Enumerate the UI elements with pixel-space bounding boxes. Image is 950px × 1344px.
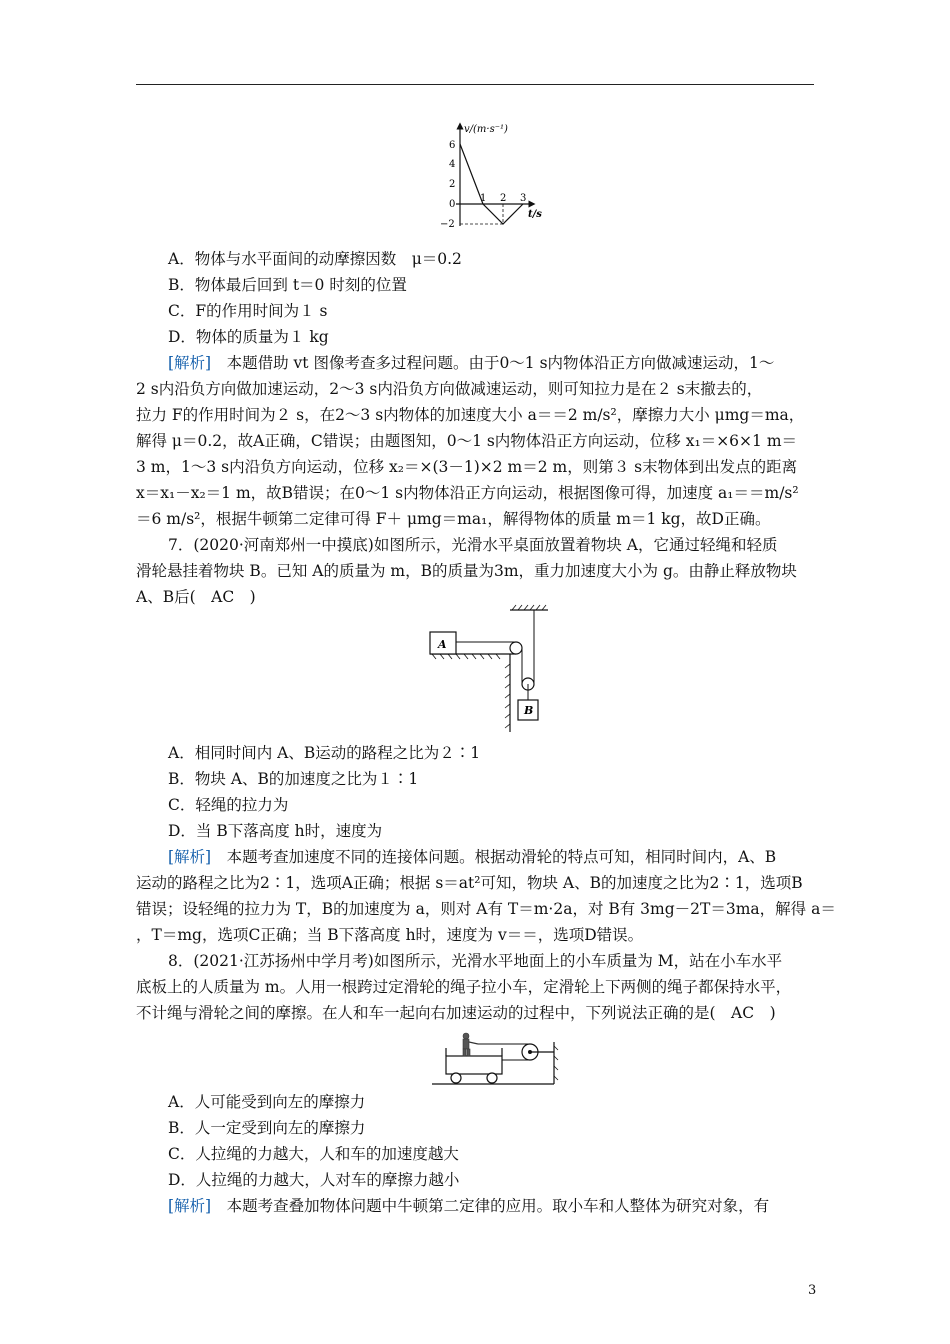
q7-option-c: C．轻绳的拉力为 [168, 796, 289, 814]
block-a-label: A [438, 638, 447, 651]
cart-wheel-right [487, 1073, 497, 1083]
q6-analysis-line-4: 解得 μ＝0.2，故A正确，C错误；由题图知，0～1 s内物体沿正方向运动，位移 x₁＝×6×1 m＝ [136, 432, 798, 450]
q6-analysis-line-6: x＝x₁－x₂＝1 m，故B错误；在0～1 s内物体沿正方向运动，根据图像可得，加速度 a₁＝＝m/s² [136, 484, 799, 502]
y-tick-neg2: −2 [440, 219, 455, 230]
q6-option-c: C．F的作用时间为１ s [168, 302, 328, 320]
y-tick-4: 4 [449, 159, 456, 170]
q6-analysis-line-3: 拉力 F的作用时间为２ s，在2～3 s内物体的加速度大小 a＝＝2 m/s²，摩擦力大小 μmg＝ma， [136, 406, 805, 424]
q6-analysis-line-5: 3 m，1～3 s内沿负方向运动，位移 x₂＝×(3－1)×2 m＝2 m，则第３ s末物体到出发点的距离 [136, 458, 798, 476]
x-tick-2: 2 [500, 193, 507, 204]
q6-option-b: B．物体最后回到 t＝0 时刻的位置 [168, 276, 407, 294]
page-number: 3 [808, 1283, 817, 1298]
q6-option-a: A．物体与水平面间的动摩擦因数 μ＝0.2 [168, 250, 462, 268]
q7-analysis-line-2: 运动的路程之比为2∶1，选项A正确；根据 s＝at²可知，物块 A、B的加速度之比为2∶1，选项B [136, 874, 803, 892]
q8-option-a: A．人可能受到向左的摩擦力 [168, 1093, 366, 1111]
q8-stem-line-1: 8．(2021·江苏扬州中学月考)如图所示，光滑水平地面上的小车质量为 M，站在小车水平 [168, 952, 783, 970]
y-tick-2: 2 [449, 179, 456, 190]
pulley-table-figure [420, 604, 560, 734]
q6-analysis-line-2: 2 s内沿负方向做加速运动，2～3 s内沿负方向做减速运动，则可知拉力是在２ s末撤去的， [136, 380, 763, 398]
q7-option-a: A．相同时间内 A、B运动的路程之比为２∶1 [168, 744, 481, 762]
q8-option-d: D．人拉绳的力越大，人对车的摩擦力越小 [168, 1171, 460, 1189]
q7-stem-line-3: A、B后( AC ) [136, 588, 256, 606]
person [463, 1033, 470, 1056]
velocity-curve [460, 144, 523, 224]
x-tick-1: 1 [480, 193, 487, 204]
q7-option-b: B．物块 A、B的加速度之比为１∶1 [168, 770, 419, 788]
analysis-tag: [解析] [168, 354, 212, 372]
analysis-tag: [解析] [168, 1197, 212, 1215]
fixed-pulley [510, 642, 522, 654]
q8-option-c: C．人拉绳的力越大，人和车的加速度越大 [168, 1145, 459, 1163]
vt-graph-figure [440, 118, 550, 236]
q8-analysis-line-1: [解析] 本题考查叠加物体问题中牛顿第二定律的应用。取小车和人整体为研究对象，有 [168, 1197, 770, 1215]
q8-stem-line-2: 底板上的人质量为 m。人用一根跨过定滑轮的绳子拉小车，定滑轮上下两侧的绳子都保持水平， [136, 978, 792, 996]
q7-analysis-line-4: ，T＝mg，选项C正确；当 B下落高度 h时，速度为 v＝＝，选项D错误。 [136, 926, 644, 944]
q7-analysis-line-1: [解析] 本题考查加速度不同的连接体问题。根据动滑轮的特点可知，相同时间内，A、B [168, 848, 777, 866]
y-axis-label: v/(m·s⁻¹) [464, 124, 508, 135]
cart-pulley-figure [430, 1028, 560, 1090]
q6-analysis-line-7: ＝6 m/s²，根据牛顿第二定律可得 F＋ μmg＝ma₁，解得物体的质量 m＝1 kg，故D正确。 [136, 510, 771, 528]
cart-wheel-left [451, 1073, 461, 1083]
block-b-label: B [524, 704, 534, 717]
y-tick-6: 6 [449, 140, 456, 151]
x-tick-3: 3 [520, 193, 527, 204]
q6-option-d: D．物体的质量为１ kg [168, 328, 329, 346]
q7-stem-line-2: 滑轮悬挂着物块 B。已知 A的质量为 m，B的质量为3m，重力加速度大小为 g。由静止释放物块 [136, 562, 797, 580]
cart [446, 1056, 502, 1074]
x-axis-label: t/s [528, 209, 542, 220]
y-tick-0: 0 [449, 199, 456, 210]
analysis-tag: [解析] [168, 848, 212, 866]
q7-stem-line-1: 7．(2020·河南郑州一中摸底)如图所示，光滑水平桌面放置着物块 A，它通过轻绳和轻质 [168, 536, 778, 554]
q7-option-d: D．当 B下落高度 h时，速度为 [168, 822, 383, 840]
q6-analysis-line-1: [解析] 本题借助 vt 图像考查多过程问题。由于0～1 s内物体沿正方向做减速运动，1～ [168, 354, 775, 372]
q8-stem-line-3: 不计绳与滑轮之间的摩擦。在人和车一起向右加速运动的过程中，下列说法正确的是( AC ) [136, 1004, 776, 1022]
q7-analysis-line-3: 错误；设轻绳的拉力为 T，B的加速度为 a，则对 A有 T＝m·2a，对 B有 3mg－2T＝3ma，解得 a＝ [136, 900, 836, 918]
q8-option-b: B．人一定受到向左的摩擦力 [168, 1119, 366, 1137]
header-rule [136, 84, 814, 85]
